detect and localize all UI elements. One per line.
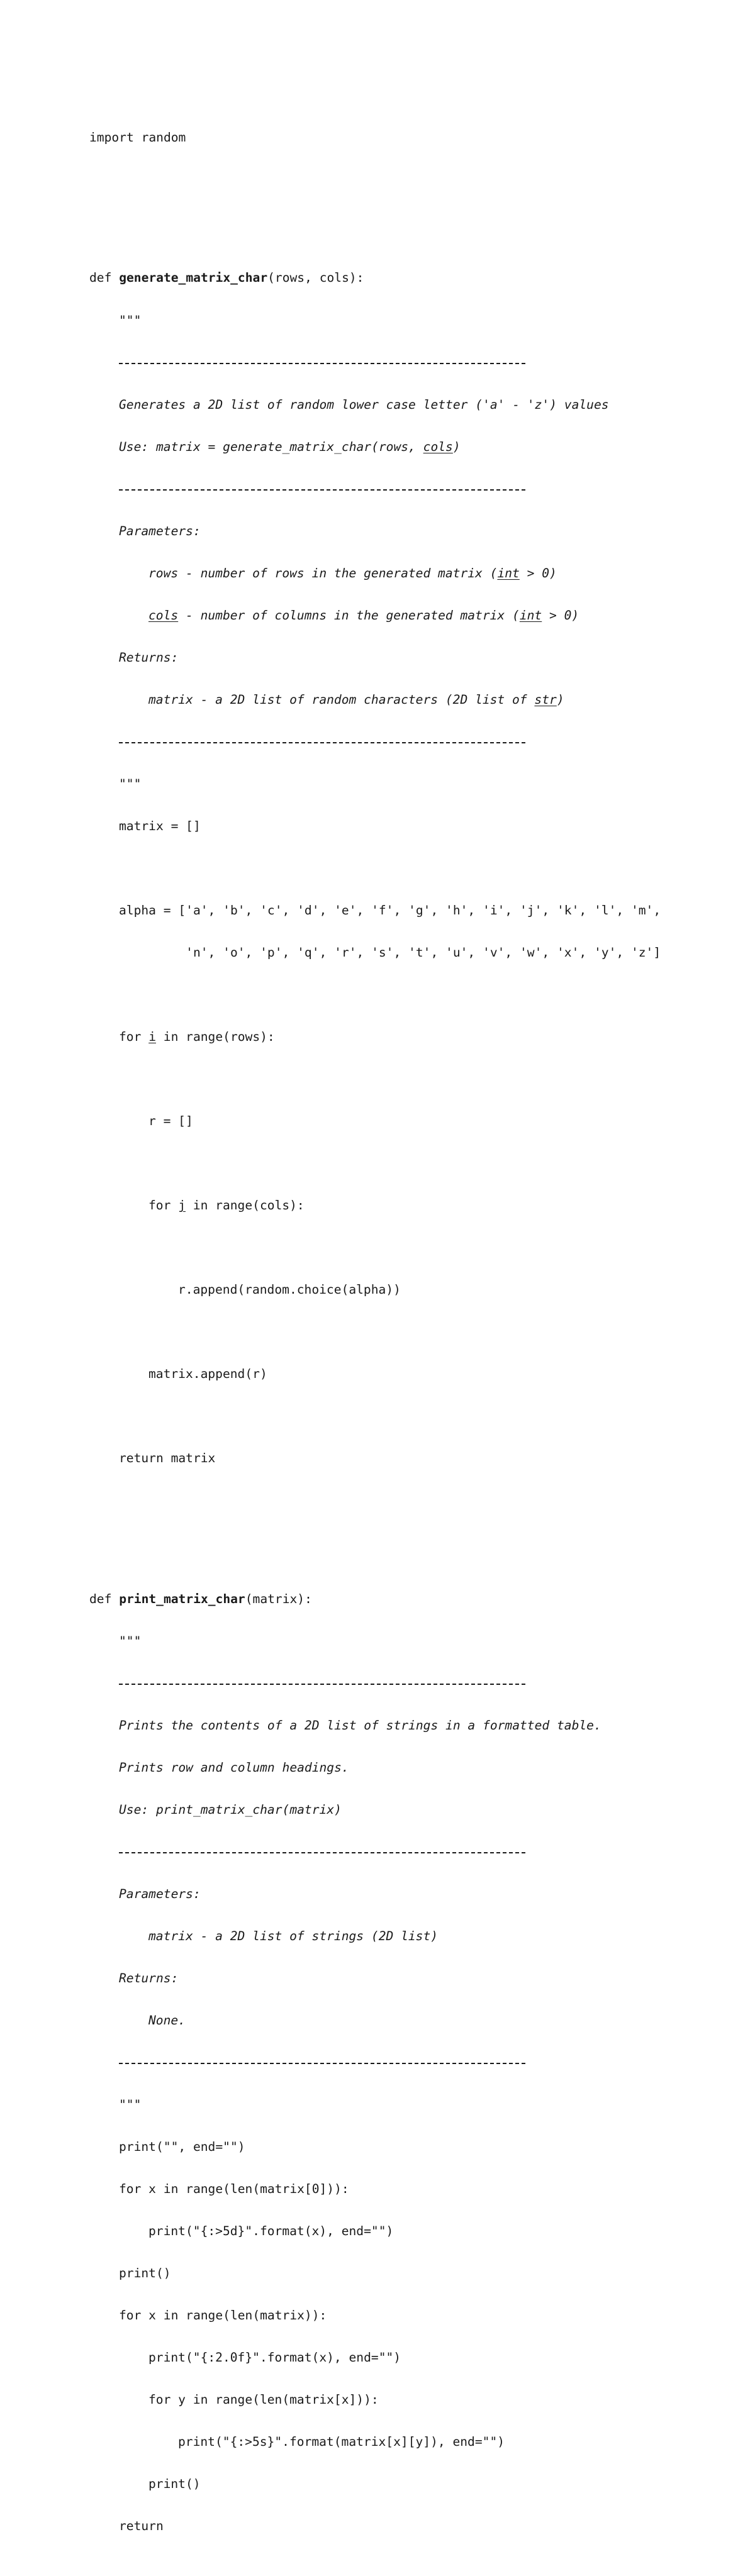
code-line: matrix.append(r) [148,1367,267,1382]
function-definition [89,271,731,285]
code-text: in range(rows): [155,1030,275,1045]
docstring-divider [89,356,731,370]
docstring-quote: """ [119,2097,142,2112]
code-line: print() [119,2266,171,2281]
code-text: for [148,1198,179,1213]
code-line: print("", end="") [119,2140,245,2155]
blank-line [89,862,731,875]
docstring-heading: Returns: [119,650,179,665]
code-line: r = [] [148,1114,193,1129]
docstring-divider [89,1845,731,1859]
code-line: for y in range(len(matrix[x])): [148,2392,379,2407]
blank-line [89,1494,731,1507]
underlined-term: str [534,692,557,707]
blank-line [89,1325,731,1339]
docstring-heading: Parameters: [119,523,201,538]
docstring-text: - number of columns in the generated matrix ( [178,608,520,623]
docstring-text: > 0) [542,608,579,623]
code-listing [89,89,731,2576]
docstring-line [89,693,731,707]
underlined-term: cols [148,608,179,623]
docstring-line: None. [148,2013,186,2028]
code-text: in range(cols): [185,1198,305,1213]
code-line [89,1030,731,1044]
function-name: print_matrix_char [119,1591,245,1606]
keyword-def: def [89,1591,120,1606]
code-line: for x in range(len(matrix)): [119,2308,327,2323]
blank-line [89,1157,731,1170]
docstring-divider [89,482,731,496]
docstring-text: rows - number of rows in the generated matrix ( [148,565,498,580]
blank-line [89,1536,731,1550]
blank-line [89,215,731,229]
docstring-text: > 0) [519,565,557,580]
code-line: print() [148,2477,201,2492]
code-line: 'n', 'o', 'p', 'q', 'r', 's', 't', 'u', 'v', 'w', 'x', 'y', 'z'] [119,945,661,960]
docstring-text: ) [452,439,461,454]
code-line: matrix = [] [119,818,201,833]
underlined-variable: i [148,1030,156,1045]
code-line: print("{:2.0f}".format(x), end="") [148,2350,401,2365]
docstring-divider [89,2056,731,2070]
code-line: print("{:>5d}".format(x), end="") [148,2224,394,2239]
code-text: for [119,1030,149,1045]
code-line: return [119,2519,164,2534]
underlined-variable: j [178,1198,186,1213]
code-line: print("{:>5s}".format(matrix[x][y]), end="") [178,2434,505,2450]
docstring-heading: Returns: [119,1971,179,1986]
code-line: import random [89,130,186,145]
function-name: generate_matrix_char [119,270,268,286]
function-definition [89,1592,731,1606]
docstring-line: matrix - a 2D list of strings (2D list) [148,1929,439,1944]
code-line: r.append(random.choice(alpha)) [178,1282,401,1297]
docstring-quote: """ [119,1633,142,1648]
code-line: return matrix [119,1451,216,1466]
blank-line [89,1409,731,1423]
docstring-line [89,609,731,623]
docstring-heading: Parameters: [119,1887,201,1901]
docstring-line [89,567,731,580]
docstring-divider [89,1677,731,1690]
docstring-text: Use: matrix = generate_matrix_char(rows, [119,439,423,454]
underlined-term: int [519,608,542,623]
blank-line [89,1241,731,1255]
blank-line [89,988,731,1002]
underlined-term: int [497,565,520,580]
docstring-divider [89,735,731,749]
docstring-line: Generates a 2D list of random lower case letter ('a' - 'z') values [119,397,609,412]
function-arguments: (matrix): [245,1591,312,1606]
docstring-quote: """ [119,313,142,328]
docstring-line [89,440,731,454]
docstring-line: Prints row and column headings. [119,1760,349,1775]
code-line: for x in range(len(matrix[0])): [119,2182,349,2197]
docstring-line: Use: print_matrix_char(matrix) [119,1802,342,1817]
blank-line [89,1072,731,1086]
docstring-text: ) [556,692,564,707]
docstring-line: Prints the contents of a 2D list of strings in a formatted table. [119,1718,601,1733]
keyword-def: def [89,270,120,286]
code-line: alpha = ['a', 'b', 'c', 'd', 'e', 'f', 'g', 'h', 'i', 'j', 'k', 'l', 'm', [119,902,661,918]
docstring-text: matrix - a 2D list of random characters (2D list of [148,692,535,707]
code-line [89,1199,731,1213]
underlined-term: cols [423,439,453,454]
function-arguments: (rows, cols): [267,270,364,286]
docstring-quote: """ [119,776,142,791]
blank-line [89,173,731,187]
